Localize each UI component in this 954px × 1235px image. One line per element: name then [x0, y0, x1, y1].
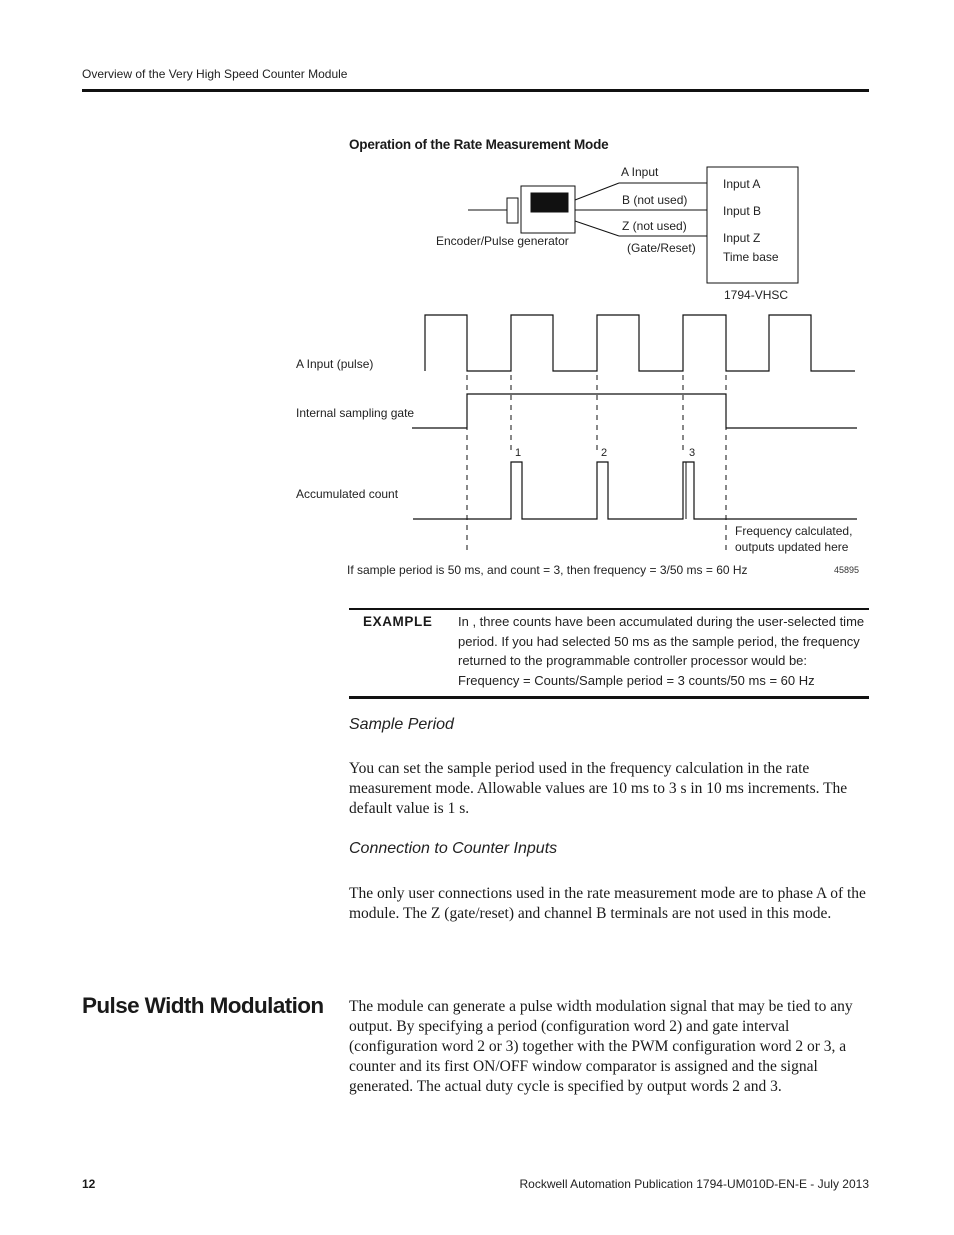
publication-info: Rockwell Automation Publication 1794-UM010D-EN-E - July 2013 [519, 1177, 869, 1191]
label-z-not-used: Z (not used) [622, 219, 687, 233]
example-text: In , three counts have been accumulated during the user-selected time period. If you had selected 50 ms as the sample period, the frequency returned to the programmable controller processor would be: [458, 614, 865, 668]
label-encoder: Encoder/Pulse generator [436, 234, 569, 248]
a-input-waveform [425, 315, 855, 371]
label-row-a-input: A Input (pulse) [296, 357, 374, 371]
label-module-time-base: Time base [723, 250, 779, 264]
label-freq-note-1: Frequency calculated, [735, 524, 853, 538]
sampling-gate-waveform [412, 394, 857, 428]
example-bottom-rule [349, 696, 869, 699]
figure-title: Operation of the Rate Measurement Mode [349, 137, 609, 152]
example-tag: EXAMPLE [363, 614, 433, 629]
figure-number: 45895 [834, 565, 860, 575]
label-module-name: 1794-VHSC [724, 288, 789, 302]
label-module-input-b: Input B [723, 204, 762, 218]
sample-period-heading: Sample Period [349, 716, 454, 733]
label-module-input-z: Input Z [723, 231, 761, 245]
page-number: 12 [82, 1177, 96, 1191]
rate-measurement-diagram [0, 0, 954, 600]
label-row-gate: Internal sampling gate [296, 406, 415, 420]
encoder-graphic [468, 186, 575, 233]
label-count-2: 2 [601, 447, 608, 459]
figure-caption: If sample period is 50 ms, and count = 3, then frequency = 3/50 ms = 60 Hz [347, 563, 748, 577]
pwm-text: The module can generate a pulse width modulation signal that may be tied to any output. By specifying a period (configuration word 2) and gate interval (configuration word 2 or 3) together with the PWM configuration word 2 or 3, a counter and its first ON/OFF window comparator is assigned and the signal generated. The actual duty cycle is specified by output words 2 and 3. [349, 998, 853, 1095]
running-header: Overview of the Very High Speed Counter Module [82, 67, 348, 81]
label-a-input: A Input [621, 165, 659, 179]
label-gate-reset: (Gate/Reset) [627, 241, 696, 255]
accumulated-count-waveform [413, 462, 857, 519]
connection-heading: Connection to Counter Inputs [349, 840, 558, 857]
label-freq-note-2: outputs updated here [735, 540, 849, 554]
label-module-input-a: Input A [723, 177, 761, 191]
label-row-count: Accumulated count [296, 487, 399, 501]
sample-period-text: You can set the sample period used in the frequency calculation in the rate measurement mode. Allowable values are 10 ms to 3 s in 10 ms increments. The default value is 1 s. [349, 760, 848, 817]
example-top-rule [349, 608, 869, 610]
connection-text: The only user connections used in the rate measurement mode are to phase A of the module. The Z (gate/reset) and channel B terminals are not used in this mode. [349, 885, 866, 922]
pwm-section-title: Pulse Width Modulation [82, 993, 324, 1018]
label-b-not-used: B (not used) [622, 193, 688, 207]
example-formula: Frequency = Counts/Sample period = 3 counts/50 ms = 60 Hz [458, 673, 815, 688]
label-count-1: 1 [515, 447, 522, 459]
label-count-3: 3 [689, 447, 696, 459]
